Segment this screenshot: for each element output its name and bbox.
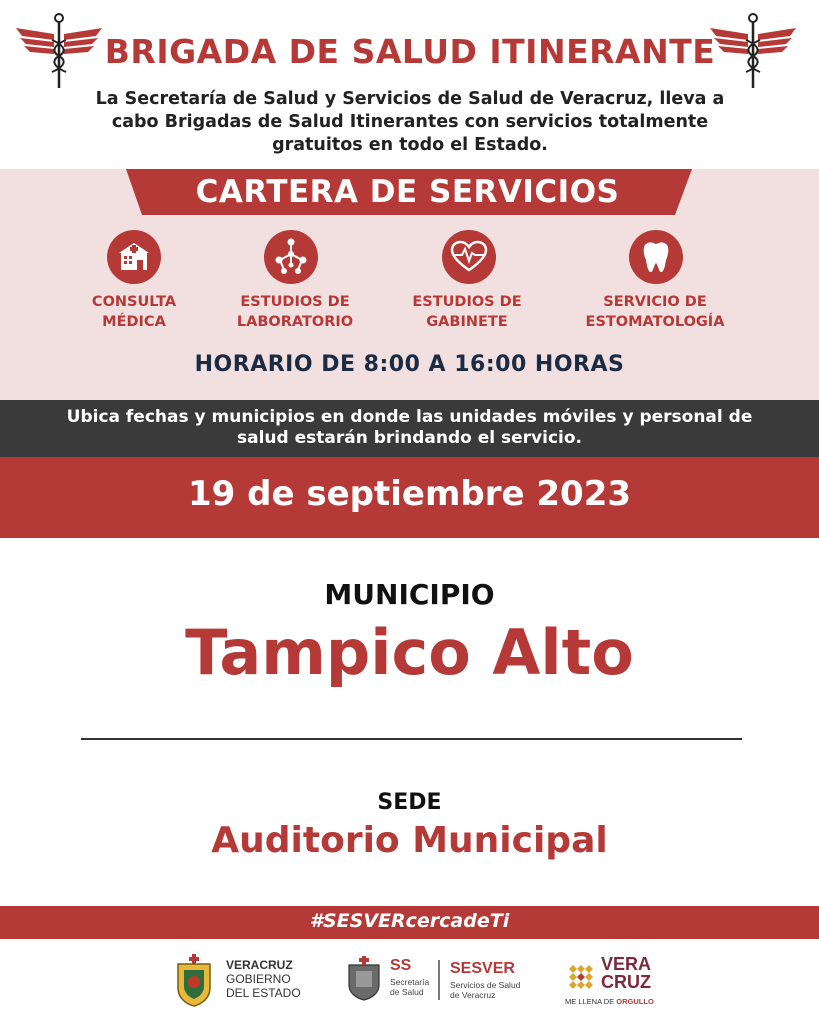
logo-tagline-b: ORGULLO [616,997,654,1006]
logo-cruz: CRUZ [601,972,651,992]
logo-sesver-line2: de Veracruz [450,990,496,1000]
event-date: 19 de septiembre 2023 [187,474,632,514]
logo-sesver-line1: Servicios de Salud [450,980,521,990]
service-label-line1: ESTUDIOS DE [240,294,350,310]
logo-ss-line1: Secretaría [390,977,430,987]
venue-name: Auditorio Municipal [211,820,608,861]
service-label-line1: CONSULTA [91,294,177,310]
service-label-line2: MÉDICA [102,314,166,330]
veracruz-brand-logo [565,955,665,1010]
page-title: BRIGADA DE SALUD ITINERANTE [104,32,716,71]
venue-label: SEDE [377,790,442,815]
hospital-icon [107,230,161,284]
service-estomatologia [565,292,745,332]
sesver-logo [450,958,550,1003]
flower-pattern-icon [565,963,597,991]
logo-veracruz-line3: DEL ESTADO [226,986,301,1000]
service-label-line1: ESTUDIOS DE [412,294,522,310]
service-estudios-gabinete [377,292,557,332]
logo-tagline-a: ME LLENA DE [565,997,617,1006]
logo-veracruz-line2: GOBIERNO [226,972,291,986]
service-label-line2: GABINETE [426,314,508,330]
logo-veracruz-line1: VERACRUZ [226,958,293,972]
service-label-line2: LABORATORIO [236,314,354,330]
service-label-line1: SERVICIO DE [603,294,707,310]
molecule-icon [264,230,318,284]
logo-vera: VERA [601,954,652,974]
ss-logo [345,955,435,1003]
logo-tagline [565,997,654,1006]
services-title: CARTERA DE SERVICIOS [195,174,620,210]
service-estudios-laboratorio [205,292,385,332]
municipality-label: MUNICIPIO [324,578,495,611]
service-consulta-medica [44,292,224,332]
tooth-icon [629,230,683,284]
logo-ss-abbr: SS [390,957,412,974]
service-label-line2: ESTOMATOLOGÍA [585,314,725,330]
divider [81,738,742,740]
logo-ss-line2: de Salud [390,987,424,997]
heart-pulse-icon [442,230,496,284]
coat-of-arms-icon [172,952,216,1007]
logo-sesver-abbr: SESVER [450,960,515,977]
intro-text: La Secretaría de Salud y Servicios de Salud de Veracruz, lleva a cabo Brigadas de Salud Itinerantes con servicios totalmente gratuitos en todo el Estado. [95,89,725,155]
info-text: Ubica fechas y municipios en donde las unidades móviles y personal de salud estarán brindando el servicio. [66,407,753,448]
hashtag: #SESVERcercadeTi [309,910,510,932]
logo-separator [438,960,440,1000]
municipality-name: Tampico Alto [185,616,634,689]
ss-emblem-icon [345,955,383,1001]
veracruz-gobierno-logo [172,952,308,1007]
schedule-text: HORARIO DE 8:00 A 16:00 HORAS [194,352,625,377]
